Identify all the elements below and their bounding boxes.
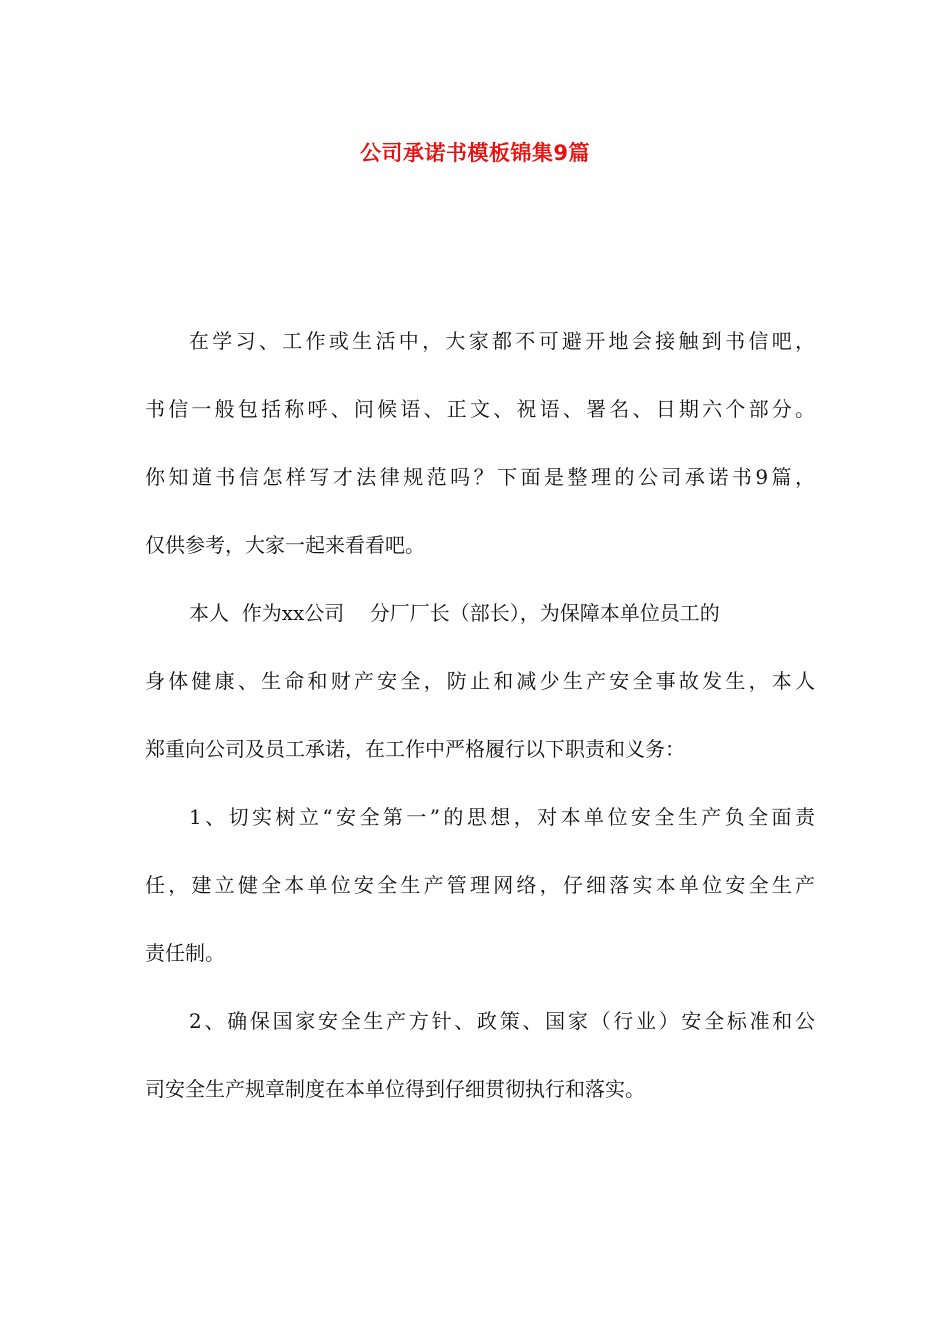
paragraph-line: 在学习、工作或生活中，大家都不可避开地会接触到书信吧， xyxy=(189,329,815,353)
paragraph-line: 你知道书信怎样写才法律规范吗？下面是整理的公司承诺书9篇， xyxy=(145,465,815,489)
paragraph-line: 本人 作为xx公司 分厂厂长（部长），为保障本单位员工的 xyxy=(189,601,720,625)
paragraph-line: 任，建立健全本单位安全生产管理网络，仔细落实本单位安全生产 xyxy=(145,873,815,897)
document-body xyxy=(145,321,815,1137)
paragraph-line: 郑重向公司及员工承诺，在工作中严格履行以下职责和义务： xyxy=(145,737,685,761)
paragraph-line: 身体健康、生命和财产安全，防止和减少生产安全事故发生，本人 xyxy=(145,669,815,693)
document-title: 公司承诺书模板锦集9篇 xyxy=(359,141,591,165)
paragraph-line: 仅供参考，大家一起来看看吧。 xyxy=(145,533,425,557)
paragraph-line: 责任制。 xyxy=(145,941,225,965)
paragraph-line: 2、确保国家安全生产方针、政策、国家（行业）安全标准和公 xyxy=(189,1009,815,1033)
paragraph-line: 1、切实树立“安全第一”的思想，对本单位安全生产负全面责 xyxy=(189,805,815,829)
paragraph-line: 司安全生产规章制度在本单位得到仔细贯彻执行和落实。 xyxy=(145,1077,645,1101)
paragraph-line: 书信一般包括称呼、问候语、正文、祝语、署名、日期六个部分。 xyxy=(145,397,815,421)
